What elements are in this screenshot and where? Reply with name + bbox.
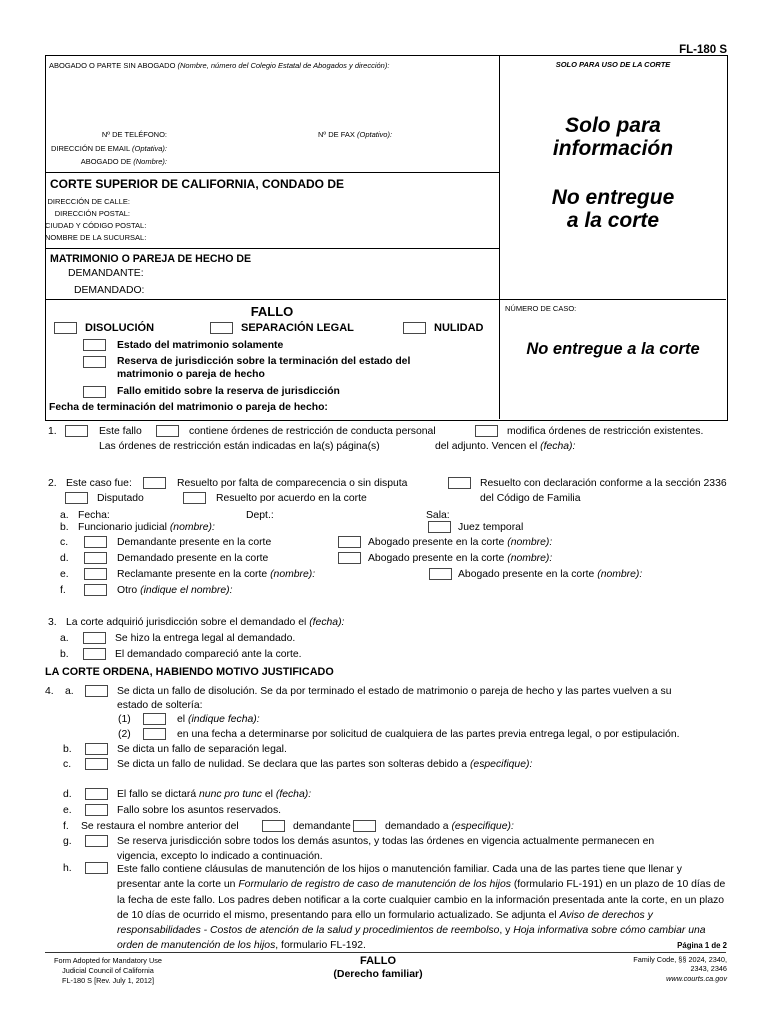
checkbox-default-uncontested[interactable]: [143, 477, 166, 489]
branch-name-label: NOMBRE DE LA SUCURSAL:: [45, 233, 147, 242]
item4h-letter: h.: [63, 863, 72, 874]
footer-right-block: [527, 955, 727, 983]
fax-label: [318, 130, 392, 139]
footer-rule: [45, 952, 726, 953]
attorney-label: [49, 61, 389, 70]
item4h-seg4: , formulario FL-192.: [275, 940, 366, 952]
item2-intro: Este caso fue:: [66, 478, 132, 489]
footer-title-block: [278, 955, 478, 981]
case-number-stamp: No entregue a la corte: [526, 340, 700, 358]
item4c-label: [117, 758, 532, 771]
item1-line2b-paren: (fecha):: [540, 441, 576, 452]
item4g-line1: Se reserva jurisdicción sobre todos los demás asuntos, y todas las órdenes en vigencia actualmente permanecen en: [117, 836, 655, 847]
header-vertical-divider: [499, 55, 500, 419]
item3a-letter: a.: [60, 633, 69, 644]
item3-paren: (fecha):: [309, 617, 345, 628]
checkbox-dissolution-date[interactable]: [143, 713, 166, 725]
item1-este-fallo: Este fallo: [99, 426, 142, 437]
court-use-only-label: SOLO PARA USO DE LA CORTE: [555, 60, 671, 69]
info-only-stamp: [499, 114, 727, 160]
city-zip-label: CIUDAD Y CÓDIGO POSTAL:: [45, 221, 147, 230]
item1-line2b-text: del adjunto. Vencen el: [435, 441, 538, 452]
item2d-att-paren: (nombre):: [507, 553, 553, 564]
item4a1-text: el: [177, 714, 186, 725]
item2-contested-label: Disputado: [97, 493, 144, 504]
item1-line2b: [435, 440, 575, 453]
item4e-label: Fallo sobre los asuntos reservados.: [117, 805, 282, 816]
checkbox-status-only[interactable]: [83, 339, 106, 351]
checkbox-declaration-2336[interactable]: [448, 477, 471, 489]
legal-separation-label: SEPARACIÓN LEGAL: [241, 322, 354, 334]
checkbox-temporary-judge[interactable]: [428, 521, 451, 533]
status-only-label: Estado del matrimonio solamente: [117, 340, 284, 351]
checkbox-respondent-attorney[interactable]: [338, 552, 361, 564]
mailing-address-label: DIRECCIÓN POSTAL:: [54, 209, 130, 218]
item2e-label: [117, 568, 315, 581]
item1-modifies-label: modifica órdenes de restricción existentes.: [507, 426, 704, 437]
item4h-seg3: , y: [499, 925, 511, 937]
attorney-for-caps: ABOGADO DE: [80, 157, 132, 166]
checkbox-petitioner-present[interactable]: [84, 536, 107, 548]
item4b-label: Se dicta un fallo de separación legal.: [117, 744, 287, 755]
item4h-seg1: Este fallo contiene cláusulas de manutención de los hijos o manutención familiar. Cada una de las partes tiene que llenar y presentar ante la corte un: [117, 864, 682, 891]
item4f-label: Se restaura el nombre anterior del: [81, 821, 239, 832]
checkbox-claimant-attorney[interactable]: [429, 568, 452, 580]
item4f-letter: f.: [63, 821, 69, 832]
item2f-letter: f.: [60, 585, 66, 596]
checkbox-other[interactable]: [84, 584, 107, 596]
item2c-attorney-label: [368, 536, 552, 549]
item2-agreement-label: Resuelto por acuerdo en la corte: [216, 493, 367, 504]
item2a-dept-label: Dept.:: [246, 510, 274, 521]
item4h-seg2: (formulario FL-191) en un plazo de 10 días de la fecha de este fallo. Los padres deben notificar a la corte cualquier cambio en la información presentada ante la corte, en un plazo de 10 días de ocurrido el mismo, presentando para ello un formulario actualizado. Se adjunta el: [117, 879, 726, 921]
termination-date-label: Fecha de terminación del matrimonio o pareja de hecho:: [49, 402, 328, 413]
form-number: FL-180 S: [679, 44, 727, 56]
item4h-italic3: Hoja informativa sobre cómo cambiar una orden de manutención de los hijos: [117, 925, 706, 952]
item4c-paren: (especifique):: [469, 759, 533, 770]
item4a-letter: a.: [65, 686, 74, 697]
item4d-text1: El fallo se dictará: [117, 789, 197, 800]
checkbox-dissolution-future-date[interactable]: [143, 728, 166, 740]
item2c-letter: c.: [60, 537, 69, 548]
item4d-paren: (fecha):: [275, 789, 312, 800]
item4a-line1: Se dicta un fallo de disolución. Se da por terminado el estado de matrimonio o pareja de hecho y las partes vuelven a su: [117, 686, 672, 697]
footer-title: FALLO: [359, 955, 397, 967]
checkbox-contains-restraining[interactable]: [156, 425, 179, 437]
info-stamp-line1: Solo para: [565, 114, 661, 137]
item2e-att-text: Abogado presente en la corte: [458, 569, 595, 580]
fax-label-caps: Nº DE FAX: [318, 130, 355, 139]
item3b-letter: b.: [60, 649, 69, 660]
checkbox-respondent-present[interactable]: [84, 552, 107, 564]
item4a1-label: [177, 713, 260, 726]
item4f-opt1: demandante: [293, 821, 351, 832]
item2f-text: Otro: [117, 585, 138, 596]
item3-text: La corte adquirió jurisdicción sobre el demandado el: [66, 617, 307, 628]
item2b-letter: b.: [60, 522, 69, 533]
item2f-paren: (indique el nombre):: [140, 585, 233, 596]
item4e-letter: e.: [63, 805, 72, 816]
item2b-text: Funcionario judicial: [78, 522, 167, 533]
footer-left-line1: Form Adopted for Mandatory Use: [54, 956, 162, 965]
footer-website[interactable]: www.courts.ca.gov: [666, 973, 727, 983]
item4h-italic2: Aviso de derechos y responsabilidades - Costos de atención de la salud y procedimientos de reembolso: [117, 909, 653, 937]
item4a-line2: estado de soltería:: [117, 700, 203, 711]
item2a-date-label: Fecha:: [78, 510, 110, 521]
item4h-paragraph: [117, 862, 728, 954]
footer-right-line1: Family Code, §§ 2024, 2340,: [633, 955, 727, 964]
item4g-line2: vigencia, excepto lo indicado a continuación.: [117, 851, 323, 862]
item2b-label: [78, 521, 215, 534]
attorney-label-paren: (Nombre, número del Colegio Estatal de Abogados y dirección):: [177, 61, 390, 70]
attorney-for-paren: (Nombre):: [133, 157, 167, 166]
phone-label: Nº DE TELÉFONO:: [101, 130, 167, 139]
checkbox-nunc-pro-tunc[interactable]: [85, 788, 108, 800]
footer-right-line2: 2343, 2346: [690, 964, 727, 974]
item1-line2: Las órdenes de restricción están indicadas en la(s) página(s): [99, 441, 380, 452]
item4f-opt2: [385, 820, 514, 833]
dissolution-label: DISOLUCIÓN: [85, 322, 155, 334]
nullity-label: NULIDAD: [434, 322, 484, 334]
item2f-label: [117, 584, 233, 597]
attorney-box-divider: [45, 172, 499, 173]
item2e-letter: e.: [60, 569, 69, 580]
item4f-opt2-text: demandado a: [385, 821, 449, 832]
item2-declaration-label2: del Código de Familia: [480, 493, 581, 504]
item3a-label: Se hizo la entrega legal al demandado.: [115, 633, 296, 644]
attorney-label-caps: ABOGADO O PARTE SIN ABOGADO: [49, 61, 176, 70]
checkbox-appeared[interactable]: [83, 648, 106, 660]
court-box-divider: [45, 248, 499, 249]
item3-number: 3.: [48, 617, 57, 628]
item2b-paren: (nombre):: [169, 522, 215, 533]
checkbox-claimant-present[interactable]: [84, 568, 107, 580]
checkbox-legal-separation-judgment[interactable]: [85, 743, 108, 755]
item2-default-label: Resuelto por falta de comparecencia o sin disputa: [177, 478, 408, 489]
attorney-for-label: [45, 157, 167, 166]
court-title: CORTE SUPERIOR DE CALIFORNIA, CONDADO DE: [50, 177, 345, 191]
checkbox-contested[interactable]: [65, 492, 88, 504]
item2d-label: Demandado presente en la corte: [117, 553, 269, 564]
checkbox-modifies-restraining[interactable]: [475, 425, 498, 437]
no-file-line2: a la corte: [566, 209, 660, 232]
checkbox-dissolution-judgment[interactable]: [85, 685, 108, 697]
item2d-letter: d.: [60, 553, 69, 564]
item2a-letter: a.: [60, 510, 69, 521]
item2d-attorney-label: [368, 552, 552, 565]
reserve-jurisdiction-line2: matrimonio o pareja de hecho: [117, 369, 265, 380]
marriage-title: MATRIMONIO O PAREJA DE HECHO DE: [50, 253, 252, 265]
item3b-label: El demandado compareció ante la corte.: [115, 649, 302, 660]
item1-contains-label: contiene órdenes de restricción de conducta personal: [189, 426, 436, 437]
item4d-italic: nunc pro tunc: [199, 789, 262, 800]
reserved-judgment-label: Fallo emitido sobre la reserva de jurisdicción: [117, 386, 340, 397]
checkbox-restore-petitioner-name[interactable]: [262, 820, 285, 832]
checkbox-nullity-judgment[interactable]: [85, 758, 108, 770]
checkbox-dissolution[interactable]: [54, 322, 77, 334]
no-file-line1: No entregue: [551, 186, 675, 209]
item2c-label: Demandante presente en la corte: [117, 537, 272, 548]
item3-label: [66, 616, 344, 629]
checkbox-legal-separation[interactable]: [210, 322, 233, 334]
fax-label-paren: (Optativo):: [357, 130, 393, 139]
item4a2-label: en una fecha a determinarse por solicitud de cualquiera de las partes previa entrega legal, o por estipulación.: [177, 729, 680, 740]
marriage-box-divider: [45, 299, 726, 300]
checkbox-agreement[interactable]: [183, 492, 206, 504]
info-stamp-line2: información: [552, 137, 674, 160]
item4a1-number: (1): [118, 714, 131, 725]
street-address-label: DIRECCIÓN DE CALLE:: [47, 197, 130, 206]
item2b-temp-judge-label: Juez temporal: [458, 522, 524, 533]
item4d-label: [117, 788, 311, 801]
item4c-letter: c.: [63, 759, 72, 770]
checkbox-support-provisions[interactable]: [85, 862, 108, 874]
item2d-att-text: Abogado presente en la corte: [368, 553, 505, 564]
respondent-label: DEMANDADO:: [74, 285, 145, 296]
email-label: [45, 144, 167, 153]
footer-subtitle: (Derecho familiar): [333, 968, 423, 980]
item2c-att-paren: (nombre):: [507, 537, 553, 548]
item4f-paren: (especifique):: [451, 821, 514, 832]
item2-declaration-label: Resuelto con declaración conforme a la sección 2336: [480, 478, 727, 489]
item4a1-paren: (indique fecha):: [187, 714, 260, 725]
footer-left-line2: Judicial Council of California: [62, 965, 154, 975]
judgment-title: FALLO: [250, 304, 294, 319]
item4c-text: Se dicta un fallo de nulidad. Se declara que las partes son solteras debido a: [117, 759, 468, 770]
item2c-att-text: Abogado presente en la corte: [368, 537, 505, 548]
item2e-paren: (nombre):: [270, 569, 316, 580]
item4-number: 4.: [45, 686, 54, 697]
item2-number: 2.: [48, 478, 57, 489]
email-label-paren: (Optativa):: [131, 144, 167, 153]
item4h-italic1: Formulario de registro de caso de manutención de los hijos: [238, 879, 511, 891]
item2a-room-label: Sala:: [426, 510, 450, 521]
checkbox-reserve-jurisdiction[interactable]: [83, 356, 106, 368]
item2e-att-paren: (nombre):: [597, 569, 643, 580]
checkbox-served[interactable]: [83, 632, 106, 644]
item2e-attorney-label: [458, 568, 642, 581]
item4d-letter: d.: [63, 789, 72, 800]
item4a2-number: (2): [118, 729, 131, 740]
checkbox-restore-respondent-name[interactable]: [353, 820, 376, 832]
item4b-letter: b.: [63, 744, 72, 755]
checkbox-reserved-issues-judgment[interactable]: [85, 804, 108, 816]
orders-heading: LA CORTE ORDENA, HABIENDO MOTIVO JUSTIFICADO: [45, 666, 334, 678]
footer-left-block: [48, 956, 168, 985]
do-not-file-stamp: [499, 186, 727, 232]
item1-number: 1.: [48, 426, 57, 437]
item4g-letter: g.: [63, 836, 72, 847]
reserve-jurisdiction-line1: Reserva de jurisdicción sobre la terminación del estado del: [117, 356, 411, 367]
checkbox-nullity[interactable]: [403, 322, 426, 334]
page-indicator: Página 1 de 2: [677, 941, 727, 950]
item2e-text: Reclamante presente en la corte: [117, 569, 268, 580]
checkbox-this-judgment[interactable]: [65, 425, 88, 437]
email-label-caps: DIRECCIÓN DE EMAIL: [50, 144, 130, 153]
checkbox-petitioner-attorney[interactable]: [338, 536, 361, 548]
footer-left-line3: FL-180 S [Rev. July 1, 2012]: [62, 975, 154, 985]
case-number-label: NÚMERO DE CASO:: [505, 304, 577, 313]
checkbox-reserved-judgment[interactable]: [83, 386, 106, 398]
checkbox-jurisdiction-reserved[interactable]: [85, 835, 108, 847]
petitioner-label: DEMANDANTE:: [68, 268, 144, 279]
item4d-text2: el: [264, 789, 273, 800]
